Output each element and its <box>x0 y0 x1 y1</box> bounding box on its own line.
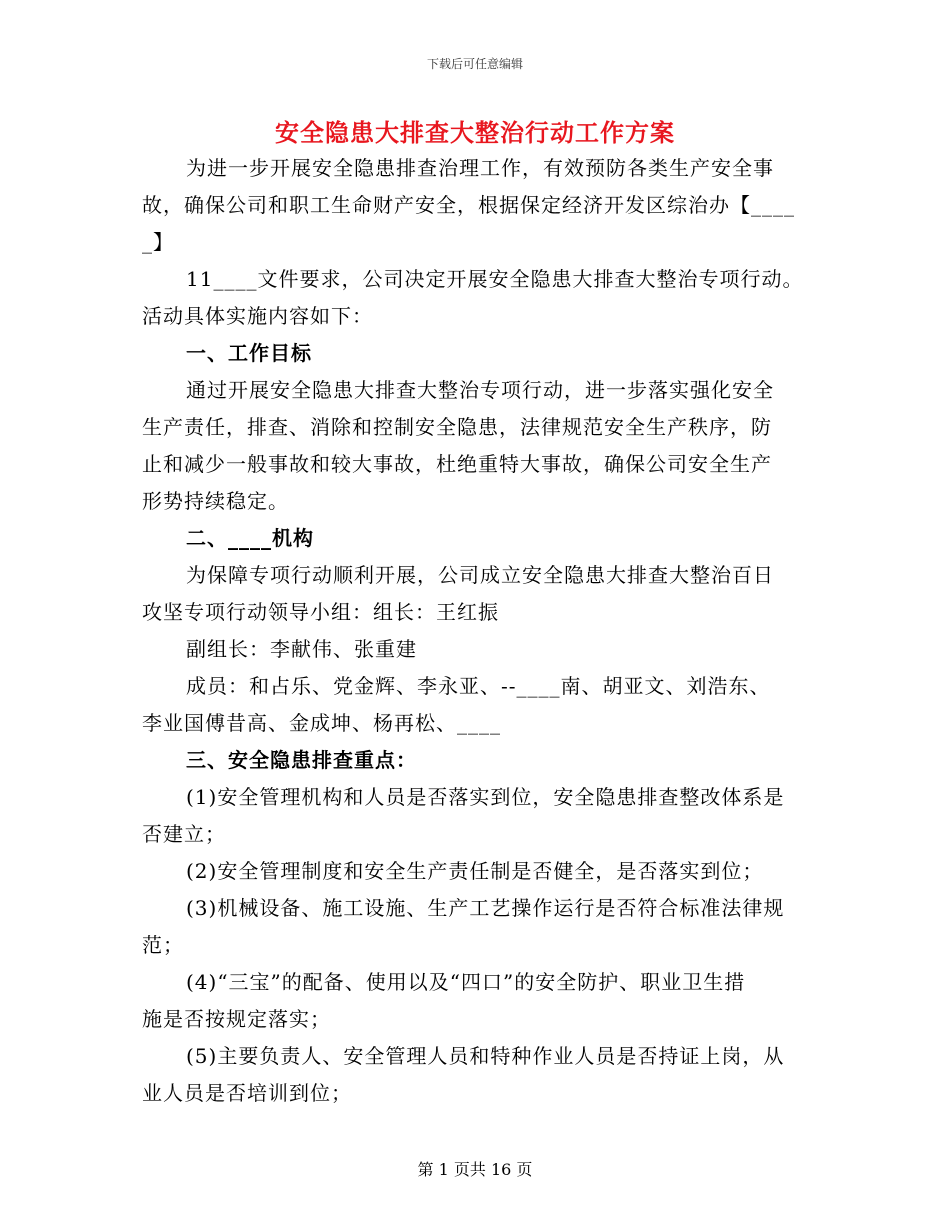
paragraph-line: 11____文件要求，公司决定开展安全隐患大排查大整治专项行动。 <box>186 267 804 291</box>
paragraph-line: _】 <box>142 230 174 254</box>
paragraph-line: 攻坚专项行动领导小组：组长：王红振 <box>142 600 499 624</box>
paragraph-line: 李业国傅昔高、金成坤、杨再松、____ <box>142 711 501 735</box>
paragraph-line: 为保障专项行动顺利开展，公司成立安全隐患大排查大整治百日 <box>186 563 774 587</box>
section-heading: 一、工作目标 <box>186 341 312 365</box>
paragraph-line: 形势持续稳定。 <box>142 489 289 513</box>
list-item: (2)安全管理制度和安全生产责任制是否健全，是否落实到位； <box>186 859 764 883</box>
paragraph-line: 副组长：李献伟、张重建 <box>186 637 417 661</box>
paragraph-line: 通过开展安全隐患大排查大整治专项行动，进一步落实强化安全 <box>186 378 774 402</box>
list-item-continuation: 施是否按规定落实； <box>142 1007 331 1031</box>
page-header: 下载后可任意编辑 <box>426 57 523 71</box>
list-item-continuation: 否建立； <box>142 822 226 846</box>
document-body <box>142 150 810 1112</box>
paragraph-line: 为进一步开展安全隐患排查治理工作，有效预防各类生产安全事 <box>186 156 774 180</box>
document-title: 安全隐患大排查大整治行动工作方案 <box>275 119 675 147</box>
paragraph-line: 止和减少一般事故和较大事故，杜绝重特大事故，确保公司安全生产 <box>142 452 772 476</box>
paragraph-line: 成员：和占乐、党金辉、李永亚、--____南、胡亚文、刘浩东、 <box>186 674 771 698</box>
list-item-continuation: 业人员是否培训到位； <box>142 1081 352 1105</box>
section-heading: 二、____机构 <box>186 526 314 550</box>
page-footer: 第 1 页共 16 页 <box>417 1160 533 1179</box>
list-item: (4)“三宝”的配备、使用以及“四口”的安全防护、职业卫生措 <box>186 970 746 994</box>
list-item-continuation: 范； <box>142 933 184 957</box>
paragraph-line: 故，确保公司和职工生命财产安全，根据保定经济开发区综治办【____ <box>142 193 795 217</box>
list-item: (5)主要负责人、安全管理人员和特种作业人员是否持证上岗，从 <box>186 1044 785 1068</box>
section-heading: 三、安全隐患排查重点： <box>186 748 417 772</box>
list-item: (1)安全管理机构和人员是否落实到位，安全隐患排查整改体系是 <box>186 785 785 809</box>
paragraph-line: 生产责任，排查、消除和控制安全隐患，法律规范安全生产秩序，防 <box>142 415 772 439</box>
list-item: (3)机械设备、施工设施、生产工艺操作运行是否符合标准法律规 <box>186 896 785 920</box>
paragraph-line: 活动具体实施内容如下： <box>142 304 373 328</box>
